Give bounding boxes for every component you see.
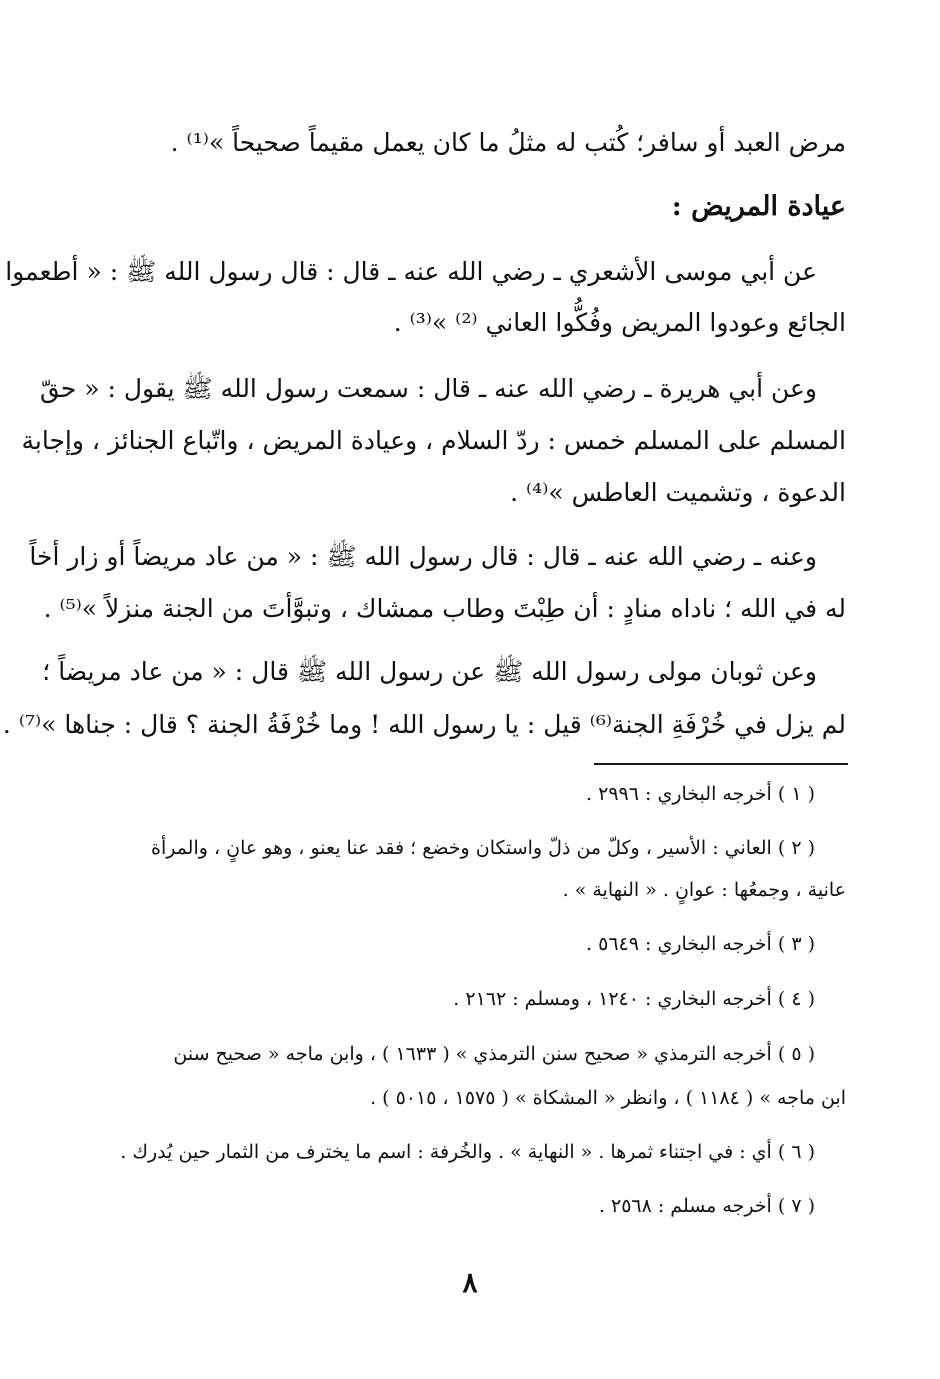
footnote-6: ( ٦ ) أي : في اجتناء ثمرها . « النهاية » . والخُرفة : اسم ما يخترف من الثمار حين يُدرك . — [120, 1141, 815, 1163]
footnote-5: ( ٥ ) أخرجه الترمذي « صحيح سنن الترمذي » ( ١٦٣٣ ) ، وابن ماجه « صحيح سنن — [173, 1043, 815, 1065]
body-line: وعن أبي هريرة ـ رضي الله عنه ـ قال : سمعت رسول الله ﷺ يقول : « حقّ — [40, 374, 817, 403]
footnote-2: ( ٢ ) العاني : الأسير ، وكلّ من ذلّ واستكان وخضع ؛ فقد عنا يعنو ، وهو عانٍ ، والمرأة — [150, 837, 815, 859]
page-number: ٨ — [462, 1266, 478, 1299]
footnote-divider — [594, 763, 848, 765]
body-line: وعن ثوبان مولى رسول الله ﷺ عن رسول الله ﷺ قال : « من عاد مريضاً ؛ — [42, 657, 817, 686]
body-line: الجائع وعودوا المريض وفُكُّوا العاني ⁽²⁾ »⁽³⁾ . — [393, 308, 846, 337]
footnote-4: ( ٤ ) أخرجه البخاري : ١٢٤٠ ، ومسلم : ٢١٦٢ . — [453, 988, 815, 1010]
footnote-3: ( ٣ ) أخرجه البخاري : ٥٦٤٩ . — [586, 933, 815, 955]
section-heading: عيادة المريض : — [671, 191, 846, 222]
body-line: الدعوة ، وتشميت العاطس »⁽⁴⁾ . — [510, 478, 846, 507]
body-line: وعنه ـ رضي الله عنه ـ قال : قال رسول الله ﷺ : « من عاد مريضاً أو زار أخاً — [29, 542, 817, 571]
footnote-7: ( ٧ ) أخرجه مسلم : ٢٥٦٨ . — [598, 1195, 815, 1217]
body-line: لم يزل في خُرْفَةِ الجنة⁽⁶⁾ قيل : يا رسول الله ! وما خُرْفَةُ الجنة ؟ قال : جناها »⁽⁷⁾ . — [2, 710, 846, 739]
body-line: له في الله ؛ ناداه منادٍ : أن طِبْتَ وطاب ممشاك ، وتبوَّأتَ من الجنة منزلاً »⁽⁵⁾ . — [43, 594, 846, 623]
body-line: مرض العبد أو سافر؛ كُتب له مثلُ ما كان يعمل مقيماً صحيحاً »⁽¹⁾ . — [170, 128, 846, 157]
body-line: المسلم على المسلم خمس : ردّ السلام ، وعيادة المريض ، واتّباع الجنائز ، وإجابة — [21, 426, 846, 455]
footnote-1: ( ١ ) أخرجه البخاري : ٢٩٩٦ . — [586, 783, 815, 805]
footnote-2-cont: عانية ، وجمعُها : عوانٍ . « النهاية » . — [562, 879, 846, 901]
footnote-5-cont: ابن ماجه » ( ١١٨٤ ) ، وانظر « المشكاة » ( ١٥٧٥ ، ٥٠١٥ ) . — [370, 1087, 846, 1109]
body-line: عن أبي موسى الأشعري ـ رضي الله عنه ـ قال : قال رسول الله ﷺ : « أطعموا — [5, 257, 817, 286]
